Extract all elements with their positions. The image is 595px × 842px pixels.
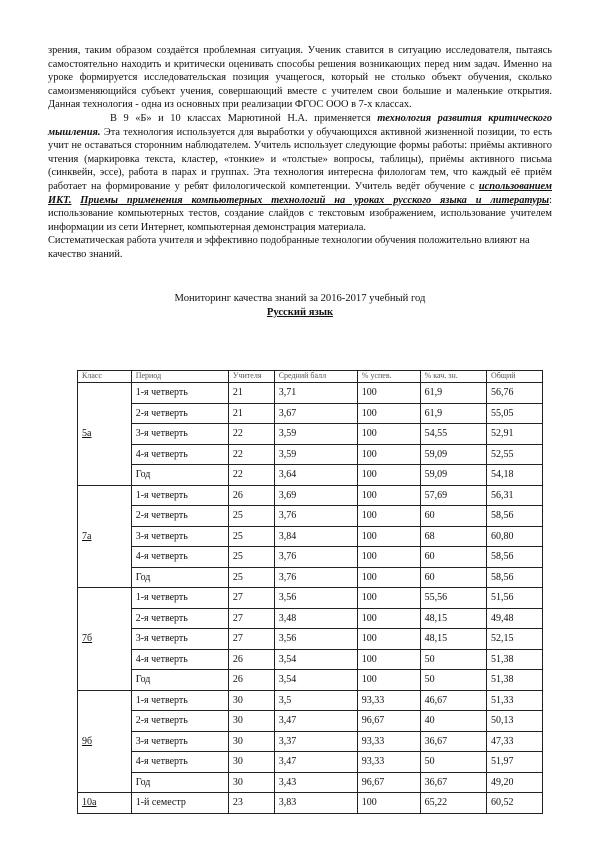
table-body (78, 383, 543, 814)
table-cell: 100 (357, 649, 420, 670)
table-row (78, 608, 543, 629)
table-cell: 93,33 (357, 752, 420, 773)
table-cell: 27 (228, 629, 274, 650)
table-cell: 3,76 (274, 567, 357, 588)
table-cell: 27 (228, 588, 274, 609)
table-cell: 3,71 (274, 383, 357, 404)
class-cell: 9б (78, 690, 132, 793)
table-cell: 36,67 (420, 731, 486, 752)
class-cell: 5а (78, 383, 132, 486)
table-cell: 100 (357, 383, 420, 404)
table-cell: 46,67 (420, 690, 486, 711)
table-cell: 3,56 (274, 588, 357, 609)
table-cell: 25 (228, 567, 274, 588)
table-cell: 50 (420, 649, 486, 670)
monitoring-table (77, 370, 543, 814)
table-cell: 60 (420, 567, 486, 588)
table-cell: 60,80 (486, 526, 542, 547)
table-cell: 23 (228, 793, 274, 814)
table-cell: 60,52 (486, 793, 542, 814)
header-success: % успев. (357, 371, 420, 383)
table-cell: 100 (357, 444, 420, 465)
class-cell: 7б (78, 588, 132, 691)
table-subject: Русский язык (266, 306, 334, 318)
table-cell: 3,64 (274, 465, 357, 486)
table-cell: 4-я четверть (131, 444, 228, 465)
table-cell: 52,55 (486, 444, 542, 465)
table-cell: 59,09 (420, 465, 486, 486)
table-row (78, 526, 543, 547)
table-cell: 100 (357, 403, 420, 424)
table-cell: 56,31 (486, 485, 542, 506)
table-cell: 50 (420, 670, 486, 691)
table-cell: Год (131, 772, 228, 793)
p2-text-g: : использование компьютерных тестов, создание слайдов с текстовым изображением, использование учителем информации из сети Интернет, компьютерная демонстрация материала. (48, 194, 552, 233)
table-cell: 61,9 (420, 403, 486, 424)
table-cell: 1-й семестр (131, 793, 228, 814)
table-cell: 21 (228, 383, 274, 404)
table-row (78, 670, 543, 691)
header-class: Класс (78, 371, 132, 383)
table-row (78, 383, 543, 404)
table-cell: 58,56 (486, 506, 542, 527)
table-cell: 96,67 (357, 772, 420, 793)
table-cell: 3,59 (274, 424, 357, 445)
table-cell: 100 (357, 670, 420, 691)
table-cell: 3,37 (274, 731, 357, 752)
table-cell: 58,56 (486, 547, 542, 568)
class-cell: 7а (78, 485, 132, 588)
table-cell: 51,33 (486, 690, 542, 711)
table-cell: 30 (228, 690, 274, 711)
table-header-row (78, 371, 543, 383)
paragraph-3: Систематическая работа учителя и эффективно подобранные технологии обучения положительно влияют на качество знаний. (48, 235, 530, 260)
table-row (78, 567, 543, 588)
table-cell: 4-я четверть (131, 649, 228, 670)
table-cell: 55,56 (420, 588, 486, 609)
table-cell: 2-я четверть (131, 608, 228, 629)
table-cell: 59,09 (420, 444, 486, 465)
table-cell: 49,20 (486, 772, 542, 793)
header-total: Общий (486, 371, 542, 383)
table-cell: 60 (420, 506, 486, 527)
p2-text-c: Эта технология используется для выработки у обучающихся активной жизненной позиции, то есть учит не оставаться сторонним наблюдателем. Учитель использует следующие формы работы: приёмы активного чтения (маркировка текста, кластер, «тонкие» и «толстые» вопросы, таблицы), приёмы активного письма (синквейн, эссе), работа в парах и группах. Эта технология интересна филологам тем, что каждый её приём работает на формирование у ребят филологической компетенции. Учитель ведёт обучение с (48, 126, 552, 192)
table-cell: 56,76 (486, 383, 542, 404)
table-row (78, 547, 543, 568)
table-cell: 49,48 (486, 608, 542, 629)
table-cell: 3-я четверть (131, 629, 228, 650)
table-row (78, 485, 543, 506)
table-row (78, 711, 543, 732)
table-cell: 3,47 (274, 711, 357, 732)
table-cell: 26 (228, 670, 274, 691)
paragraph-1: зрения, таким образом создаётся проблемная ситуация. Ученик ставится в ситуацию исследователя, пытаясь самостоятельно находить и критически оценивать способы решения возникающих перед ним задач. Именно на уроке формируется исследовательская позиция учащегося, который не столько объект обучения, сколько самоизменяющийся субъект учения, совершающий вместе с учителем свои большие и маленькие открытия. Данная технология - одна из основных при реализации ФГОС ООО в 7-х классах. (48, 45, 552, 111)
table-cell: 58,56 (486, 567, 542, 588)
table-cell: 25 (228, 526, 274, 547)
table-row (78, 465, 543, 486)
table-cell: 100 (357, 506, 420, 527)
table-cell: 100 (357, 793, 420, 814)
table-cell: 30 (228, 772, 274, 793)
table-cell: 3,83 (274, 793, 357, 814)
table-cell: 47,33 (486, 731, 542, 752)
table-cell: Год (131, 670, 228, 691)
table-row (78, 424, 543, 445)
table-cell: 1-я четверть (131, 588, 228, 609)
table-cell: 3,47 (274, 752, 357, 773)
paragraph-2 (48, 112, 552, 234)
table-cell: 36,67 (420, 772, 486, 793)
table-cell: 1-я четверть (131, 485, 228, 506)
table-cell: 30 (228, 752, 274, 773)
table-cell: 3-я четверть (131, 526, 228, 547)
table-cell: 100 (357, 629, 420, 650)
table-cell: 22 (228, 465, 274, 486)
table-cell: 4-я четверть (131, 547, 228, 568)
table-cell: 21 (228, 403, 274, 424)
table-cell: 3,5 (274, 690, 357, 711)
table-cell: 51,97 (486, 752, 542, 773)
table-cell: 22 (228, 444, 274, 465)
table-cell: 30 (228, 711, 274, 732)
document-body (48, 44, 552, 320)
table-row (78, 444, 543, 465)
table-cell: 30 (228, 731, 274, 752)
table-cell: 50,13 (486, 711, 542, 732)
table-cell: 1-я четверть (131, 383, 228, 404)
header-period: Период (131, 371, 228, 383)
table-cell: 25 (228, 547, 274, 568)
table-row (78, 588, 543, 609)
table-cell: 25 (228, 506, 274, 527)
table-cell: 3-я четверть (131, 731, 228, 752)
table-cell: 3,67 (274, 403, 357, 424)
table-cell: 100 (357, 424, 420, 445)
table-cell: 3,76 (274, 547, 357, 568)
table-cell: 93,33 (357, 731, 420, 752)
table-row (78, 629, 543, 650)
p2-text-a: В 9 «Б» и 10 классах Марютиной Н.А. применяется (110, 112, 378, 124)
header-students: Учителя (228, 371, 274, 383)
table-cell: 100 (357, 465, 420, 486)
table-cell: 3,54 (274, 670, 357, 691)
table-cell: 100 (357, 588, 420, 609)
table-row (78, 403, 543, 424)
table-cell: 100 (357, 608, 420, 629)
table-cell: 50 (420, 752, 486, 773)
table-cell: Год (131, 567, 228, 588)
table-cell: 52,15 (486, 629, 542, 650)
table-cell: 27 (228, 608, 274, 629)
table-cell: 96,67 (357, 711, 420, 732)
table-cell: 3,76 (274, 506, 357, 527)
table-cell: 52,91 (486, 424, 542, 445)
table-cell: 100 (357, 547, 420, 568)
table-cell: 3,54 (274, 649, 357, 670)
table-cell: 68 (420, 526, 486, 547)
p2-text-e (71, 195, 80, 206)
p2-emphasis-critical-thinking: технология развития критического мышления. (48, 112, 553, 138)
header-avg-score: Средний балл (274, 371, 357, 383)
table-cell: 51,38 (486, 649, 542, 670)
table-cell: 2-я четверть (131, 711, 228, 732)
table-row (78, 649, 543, 670)
table-cell: 54,55 (420, 424, 486, 445)
table-row (78, 793, 543, 814)
table-cell: 100 (357, 485, 420, 506)
table-cell: 2-я четверть (131, 506, 228, 527)
table-cell: 54,18 (486, 465, 542, 486)
table-cell: 22 (228, 424, 274, 445)
p2-emphasis-ikt: использованием ИКТ. (48, 180, 552, 206)
table-cell: 4-я четверть (131, 752, 228, 773)
table-cell: 3,48 (274, 608, 357, 629)
table-cell: 1-я четверть (131, 690, 228, 711)
table-cell: 3,56 (274, 629, 357, 650)
table-cell: 3,84 (274, 526, 357, 547)
table-caption: Мониторинг качества знаний за 2016-2017 учебный год (174, 292, 426, 304)
table-cell: 26 (228, 649, 274, 670)
table-cell: 100 (357, 526, 420, 547)
p2-emphasis-techniques: Приемы применения компьютерных технологий на уроках русского языка и литературы (80, 194, 550, 206)
table-row (78, 506, 543, 527)
table-cell: 51,56 (486, 588, 542, 609)
table-cell: 93,33 (357, 690, 420, 711)
table-row (78, 731, 543, 752)
table-cell: Год (131, 465, 228, 486)
table-cell: 55,05 (486, 403, 542, 424)
table-cell: 100 (357, 567, 420, 588)
table-cell: 40 (420, 711, 486, 732)
table-cell: 3,43 (274, 772, 357, 793)
table-cell: 57,69 (420, 485, 486, 506)
table-row (78, 772, 543, 793)
class-cell: 10а (78, 793, 132, 814)
header-quality: % кач. зн. (420, 371, 486, 383)
table-cell: 61,9 (420, 383, 486, 404)
table-cell: 48,15 (420, 608, 486, 629)
table-cell: 26 (228, 485, 274, 506)
table-cell: 48,15 (420, 629, 486, 650)
table-cell: 3,59 (274, 444, 357, 465)
table-cell: 3-я четверть (131, 424, 228, 445)
table-cell: 65,22 (420, 793, 486, 814)
table-cell: 2-я четверть (131, 403, 228, 424)
table-cell: 51,38 (486, 670, 542, 691)
table-row (78, 690, 543, 711)
table-cell: 60 (420, 547, 486, 568)
table-cell: 3,69 (274, 485, 357, 506)
table-row (78, 752, 543, 773)
